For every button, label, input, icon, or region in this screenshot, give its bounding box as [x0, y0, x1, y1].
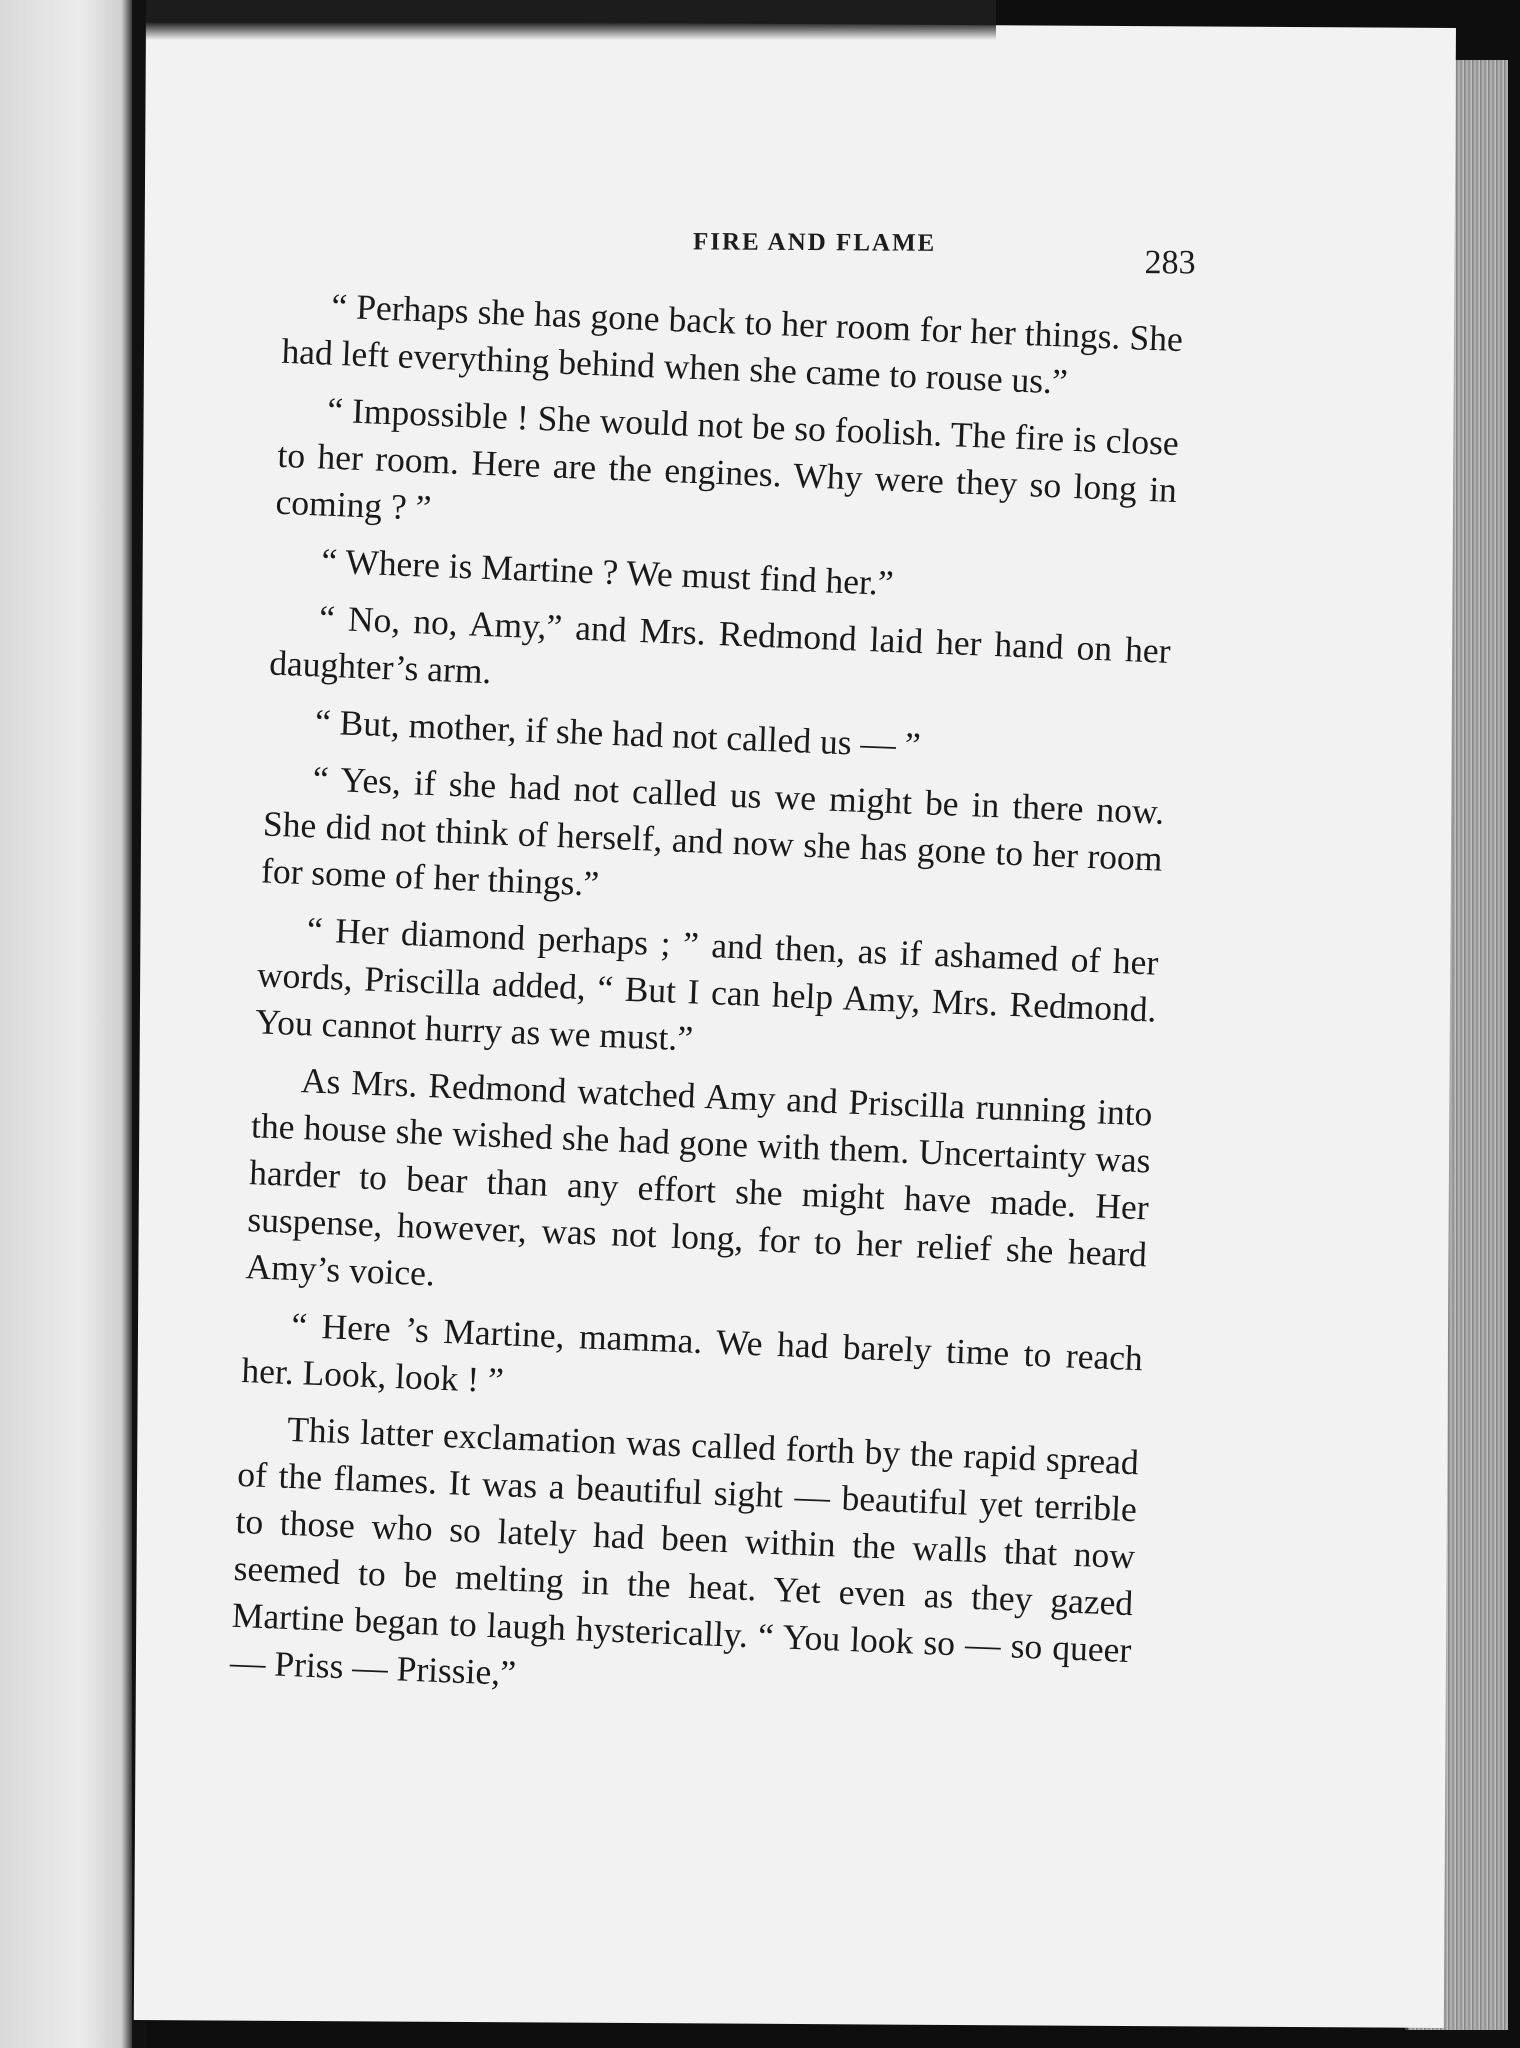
paragraph: “ No, no, Amy,” and Mrs. Redmond laid her hand on her daughter’s arm.: [268, 597, 1172, 692]
running-head: FIRE AND FLAME: [692, 228, 937, 257]
paragraph: “ Yes, if she had not called us we might be in there now. She did not think of herself, and now she has gone to her room for some of her things.”: [260, 758, 1166, 904]
paragraph: As Mrs. Redmond watched Amy and Priscilla running into the house she wished she had gone with them. Uncertainty was harder to bear than any effort she might have made. Her suspense, however, was not long, for to her relief she heard Amy’s voice.: [244, 1060, 1154, 1294]
facing-page-edge: [0, 0, 132, 2048]
paragraph: “ Perhaps she has gone back to her room for her things. She had left everything behind when she came to rouse us.”: [280, 285, 1184, 402]
page-number: 283: [1144, 244, 1196, 282]
body-text: [229, 281, 1184, 1731]
paragraph: This latter exclamation was called forth by the rapid spread of the flames. It was a beautiful sight — beautiful yet terrible to those who so lately had been within the walls that now seemed to be melting in the heat. Yet even as they gazed Martine began to laugh hysterically. “ You look so — so queer — Priss — Prissie,”: [229, 1408, 1140, 1693]
paragraph: “ Impossible ! She would not be so foolish. The fire is close to her room. Here are the engines. Why were they so long in coming ? ”: [274, 389, 1180, 528]
paragraph: “ Her diamond perhaps ; ” and then, as if ashamed of her words, Priscilla added, “ But I can help Amy, Mrs. Redmond. You cannot hurry as we must.”: [254, 909, 1160, 1059]
paragraph: “ But, mother, if she had not called us — ”: [314, 701, 922, 766]
book-page: [134, 20, 1456, 2028]
paragraph: “ Where is Martine ? We must find her.”: [320, 540, 895, 603]
scan-shadow: [146, 0, 996, 40]
paragraph: “ Here ’s Martine, mamma. We had barely time to reach her. Look, look ! ”: [240, 1304, 1144, 1401]
